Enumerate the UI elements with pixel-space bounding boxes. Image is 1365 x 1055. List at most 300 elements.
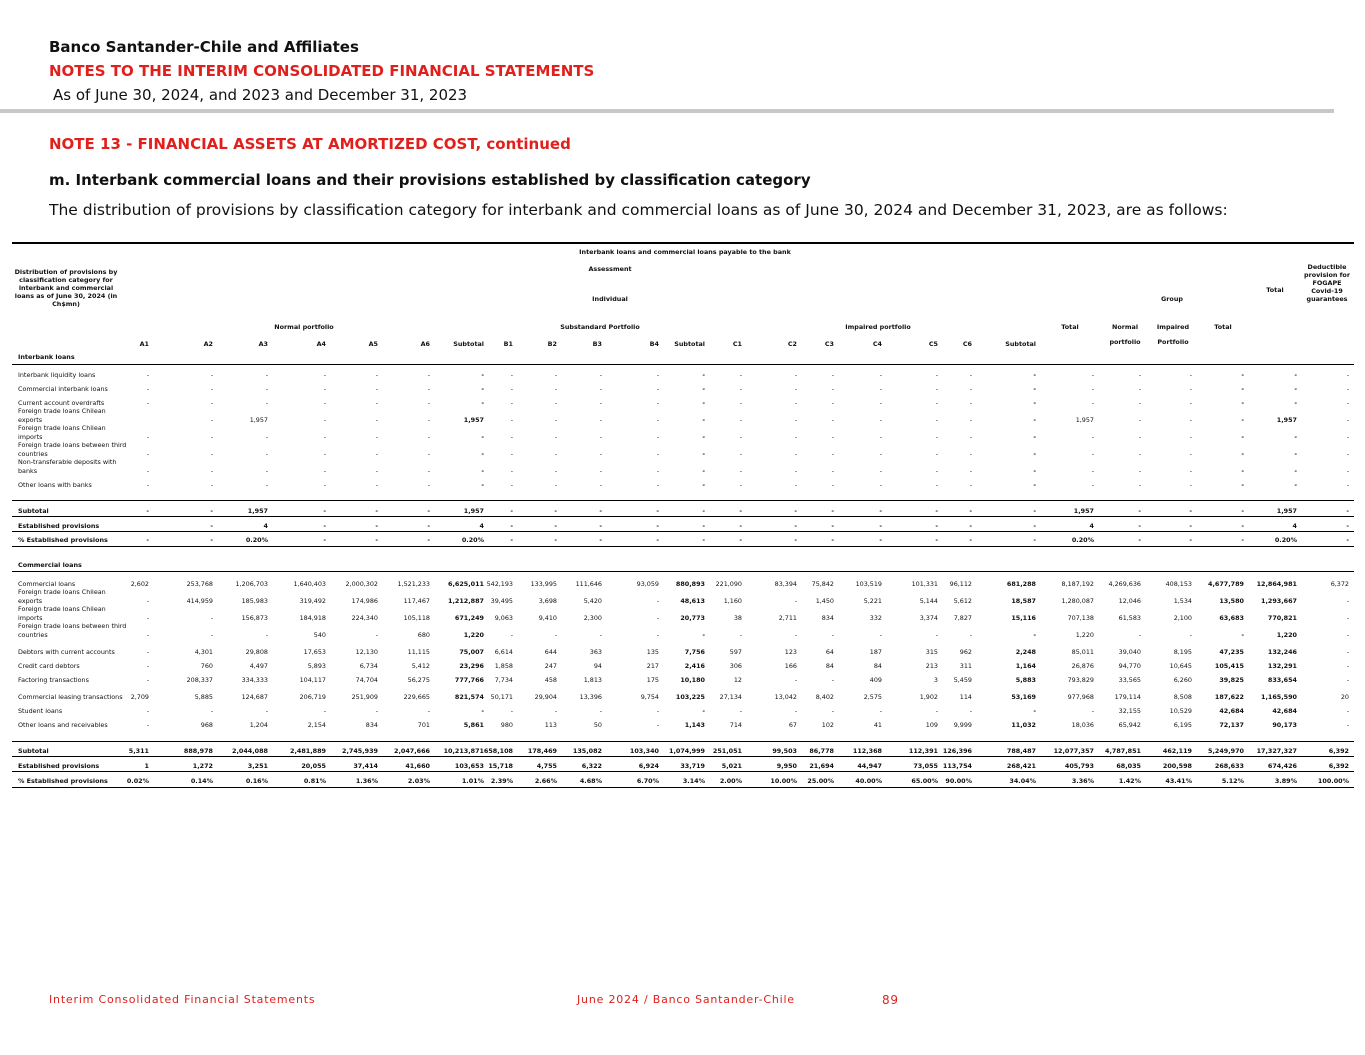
cell: 1,521,233 — [397, 580, 430, 588]
cell: - — [323, 416, 326, 424]
cell: 65,942 — [1118, 721, 1141, 729]
cell: 44,947 — [857, 762, 882, 770]
cell: 20,055 — [301, 762, 326, 770]
cell: - — [935, 507, 938, 515]
cell: 1,272 — [192, 762, 213, 770]
cell: 34.04% — [1009, 777, 1036, 785]
cell: 104,117 — [299, 676, 326, 684]
cell: - — [656, 371, 659, 379]
cell: - — [1033, 507, 1036, 515]
cell: 306 — [729, 662, 742, 670]
cell: 126,396 — [942, 747, 972, 755]
table-row — [12, 641, 1354, 658]
cell: - — [427, 433, 430, 441]
cell: 39,495 — [490, 597, 513, 605]
cell: 63,683 — [1219, 614, 1244, 622]
cell: 8,187,192 — [1061, 580, 1094, 588]
cell: - — [510, 481, 513, 489]
cell: - — [739, 433, 742, 441]
cell: - — [599, 507, 602, 515]
cell: 268,421 — [1006, 762, 1036, 770]
cell: 90.00% — [945, 777, 972, 785]
cell: - — [146, 371, 149, 379]
cell: - — [146, 385, 149, 393]
cell: 2,044,088 — [232, 747, 268, 755]
cell: - — [510, 450, 513, 458]
cell: - — [1189, 631, 1192, 639]
cell: - — [1189, 467, 1192, 475]
cell: - — [599, 371, 602, 379]
row-label: Other loans with banks — [18, 480, 92, 489]
cell: 2.39% — [490, 777, 513, 785]
cell: - — [1138, 631, 1141, 639]
cell: 962 — [959, 648, 972, 656]
cell: - — [510, 631, 513, 639]
cell: - — [1189, 450, 1192, 458]
cell: - — [1091, 467, 1094, 475]
cell: - — [831, 385, 834, 393]
cell: - — [510, 467, 513, 475]
cell: - — [1138, 416, 1141, 424]
row-label: Commercial loans — [18, 579, 76, 588]
cell: - — [323, 433, 326, 441]
cell: - — [599, 631, 602, 639]
cell: 67 — [788, 721, 797, 729]
cell: - — [969, 707, 972, 715]
cell: 1,143 — [684, 721, 705, 729]
cell: - — [481, 467, 484, 475]
provisions-row — [12, 756, 1354, 772]
cell: 224,340 — [351, 614, 378, 622]
cell: - — [210, 385, 213, 393]
column-header: Subtotal — [1005, 340, 1036, 348]
cell: 458 — [544, 676, 557, 684]
cell: 334,333 — [241, 676, 268, 684]
cell: - — [1346, 522, 1349, 530]
cell: 135,082 — [572, 747, 602, 755]
cell: - — [879, 631, 882, 639]
cell: 39,825 — [1219, 676, 1244, 684]
cell: - — [831, 416, 834, 424]
cell: - — [146, 433, 149, 441]
cell: - — [969, 450, 972, 458]
deductible-header: Deductible provision for FOGAPE Covid-19 guarantees — [1304, 263, 1350, 303]
cell: 12,077,357 — [1053, 747, 1094, 755]
cell: - — [935, 522, 938, 530]
cell: 6,392 — [1328, 747, 1349, 755]
cell: 5,885 — [194, 693, 213, 701]
cell: 0.02% — [126, 777, 149, 785]
cell: 788,487 — [1006, 747, 1036, 755]
cell: 94,770 — [1118, 662, 1141, 670]
cell: 38 — [733, 614, 742, 622]
cell: 1,957 — [1276, 416, 1297, 424]
cell: - — [554, 371, 557, 379]
cell: 4,677,789 — [1208, 580, 1244, 588]
cell: - — [1091, 707, 1094, 715]
cell: - — [702, 371, 705, 379]
table-row — [12, 590, 1354, 607]
cell: 4.68% — [579, 777, 602, 785]
column-header: C1 — [732, 340, 742, 348]
cell: - — [1241, 536, 1244, 544]
cell: 114 — [959, 693, 972, 701]
cell: - — [1241, 416, 1244, 424]
cell: - — [879, 399, 882, 407]
cell: - — [481, 371, 484, 379]
cell: 11,032 — [1011, 721, 1036, 729]
cell: 4,301 — [194, 648, 213, 656]
cell: - — [702, 481, 705, 489]
cell: 4 — [263, 522, 268, 530]
cell: - — [1138, 522, 1141, 530]
cell: - — [1033, 385, 1036, 393]
row-label: Factoring transactions — [18, 675, 89, 684]
cell: - — [1346, 648, 1349, 656]
cell: - — [146, 662, 149, 670]
cell: - — [739, 522, 742, 530]
table-row — [12, 703, 1354, 717]
cell: - — [375, 631, 378, 639]
cell: - — [599, 385, 602, 393]
column-header: C3 — [824, 340, 834, 348]
cell: 5,893 — [307, 662, 326, 670]
cell: - — [1138, 399, 1141, 407]
cell: - — [375, 450, 378, 458]
cell: - — [554, 522, 557, 530]
cell: - — [1346, 614, 1349, 622]
cell: - — [599, 467, 602, 475]
cell: 7,756 — [684, 648, 705, 656]
cell: 18,587 — [1011, 597, 1036, 605]
cell: 0.16% — [245, 777, 268, 785]
cell: - — [1091, 371, 1094, 379]
cell: 1,164 — [1015, 662, 1036, 670]
cell: 880,893 — [675, 580, 705, 588]
cell: - — [1346, 371, 1349, 379]
intro-text: The distribution of provisions by classification category for interbank and commercial loans as of June 30, 2024 and December 31, 2023, are as follows: — [49, 201, 1228, 219]
cell: 2,711 — [778, 614, 797, 622]
cell: 315 — [925, 648, 938, 656]
cell: - — [265, 707, 268, 715]
cell: - — [1346, 597, 1349, 605]
cell: - — [210, 707, 213, 715]
cell: 6,392 — [1328, 762, 1349, 770]
cell: 229,665 — [403, 693, 430, 701]
cell: 253,768 — [186, 580, 213, 588]
cell: 6,734 — [359, 662, 378, 670]
cell: - — [375, 371, 378, 379]
cell: 834 — [365, 721, 378, 729]
cell: 6,260 — [1173, 676, 1192, 684]
cell: - — [1346, 676, 1349, 684]
cell: - — [375, 481, 378, 489]
row-label: Foreign trade loans Chilean exports — [18, 407, 106, 424]
cell: 33,565 — [1118, 676, 1141, 684]
subtotal-row — [12, 741, 1354, 757]
cell: - — [739, 371, 742, 379]
cell: - — [599, 536, 602, 544]
cell: 4 — [1292, 522, 1297, 530]
cell: - — [323, 385, 326, 393]
column-header: Subtotal — [453, 340, 484, 348]
cell: - — [1189, 385, 1192, 393]
cell: - — [210, 536, 213, 544]
cell: - — [1346, 662, 1349, 670]
cell: - — [935, 481, 938, 489]
cell: 1.01% — [461, 777, 484, 785]
cell: 13,580 — [1219, 597, 1244, 605]
cell: - — [1294, 399, 1297, 407]
cell: - — [210, 481, 213, 489]
cell: - — [375, 433, 378, 441]
percentage-row — [12, 531, 1354, 547]
normal-portfolio-header: Normal portfolio — [274, 323, 334, 331]
date-line: As of June 30, 2024, and 2023 and December 31, 2023 — [53, 86, 468, 104]
cell: 61,583 — [1118, 614, 1141, 622]
interbank-section-title: Interbank loans — [18, 353, 75, 361]
cell: 113 — [544, 721, 557, 729]
cell: 268,633 — [1214, 762, 1244, 770]
cell: - — [427, 399, 430, 407]
cell: 7,827 — [953, 614, 972, 622]
cell: 2,100 — [1173, 614, 1192, 622]
cell: - — [831, 450, 834, 458]
cell: 32,155 — [1118, 707, 1141, 715]
cell: 112,368 — [852, 747, 882, 755]
cell: - — [739, 450, 742, 458]
cell: 1,165,590 — [1261, 693, 1297, 701]
row-label: % Established provisions — [18, 535, 108, 544]
cell: 17,327,327 — [1256, 747, 1297, 755]
cell: - — [1241, 631, 1244, 639]
cell: - — [794, 507, 797, 515]
cell: - — [1241, 399, 1244, 407]
cell: 0.20% — [245, 536, 268, 544]
cell: - — [427, 416, 430, 424]
cell: - — [1346, 507, 1349, 515]
cell: - — [375, 707, 378, 715]
cell: 4,787,851 — [1105, 747, 1141, 755]
cell: - — [554, 385, 557, 393]
cell: - — [427, 707, 430, 715]
cell: - — [879, 467, 882, 475]
cell: - — [1346, 467, 1349, 475]
cell: 13,396 — [579, 693, 602, 701]
cell: 3 — [933, 676, 938, 684]
cell: - — [794, 416, 797, 424]
cell: 105,118 — [403, 614, 430, 622]
cell: - — [554, 399, 557, 407]
cell: - — [481, 399, 484, 407]
cell: - — [265, 467, 268, 475]
cell: 3.36% — [1071, 777, 1094, 785]
row-label: Foreign trade loans Chilean exports — [18, 588, 106, 605]
cell: - — [599, 522, 602, 530]
cell: 681,288 — [1006, 580, 1036, 588]
cell: 175 — [646, 676, 659, 684]
cell: - — [510, 399, 513, 407]
cell: - — [1189, 536, 1192, 544]
cell: - — [599, 707, 602, 715]
cell: 5,612 — [953, 597, 972, 605]
cell: - — [1189, 522, 1192, 530]
row-label: Debtors with current accounts — [18, 647, 115, 656]
cell: 15,116 — [1011, 614, 1036, 622]
cell: - — [831, 399, 834, 407]
cell: - — [656, 467, 659, 475]
group-impaired-header: Impaired — [1156, 323, 1190, 331]
cell: 29,904 — [534, 693, 557, 701]
cell: - — [879, 536, 882, 544]
cell: 311 — [959, 662, 972, 670]
row-label: Credit card debtors — [18, 661, 80, 670]
cell: 2,481,889 — [290, 747, 326, 755]
cell: 18,036 — [1071, 721, 1094, 729]
cell: 187,622 — [1214, 693, 1244, 701]
cell: 50,171 — [490, 693, 513, 701]
cell: 103,340 — [629, 747, 659, 755]
cell: - — [702, 399, 705, 407]
cell: 4,497 — [249, 662, 268, 670]
cell: - — [146, 631, 149, 639]
column-header: A4 — [316, 340, 326, 348]
row-label: Foreign trade loans Chilean imports — [18, 605, 106, 622]
cell: 3,698 — [538, 597, 557, 605]
table-row — [12, 672, 1354, 686]
cell: 123 — [784, 648, 797, 656]
row-label: Non-transferable deposits with banks — [18, 458, 117, 475]
row-label: Student loans — [18, 706, 63, 715]
cell: - — [1189, 399, 1192, 407]
cell: - — [656, 536, 659, 544]
cell: - — [265, 481, 268, 489]
cell: - — [1138, 536, 1141, 544]
cell: - — [427, 481, 430, 489]
cell: - — [375, 416, 378, 424]
cell: 47,235 — [1219, 648, 1244, 656]
table-row — [12, 409, 1354, 426]
cell: - — [1091, 399, 1094, 407]
cell: 100.00% — [1317, 777, 1349, 785]
cell: - — [1091, 433, 1094, 441]
cell: - — [510, 536, 513, 544]
cell: 102 — [821, 721, 834, 729]
cell: 1,280,087 — [1061, 597, 1094, 605]
cell: 1,160 — [723, 597, 742, 605]
cell: 1,813 — [583, 676, 602, 684]
cell: - — [599, 433, 602, 441]
cell: 41,660 — [405, 762, 430, 770]
cell: 166 — [784, 662, 797, 670]
column-header: C6 — [962, 340, 972, 348]
cell: 113,754 — [942, 762, 972, 770]
cell: - — [1091, 450, 1094, 458]
cell: 90,173 — [1272, 721, 1297, 729]
cell: 83,394 — [774, 580, 797, 588]
cell: 103,653 — [454, 762, 484, 770]
cell: 10,529 — [1169, 707, 1192, 715]
grand-total-header: Total — [1266, 286, 1284, 294]
cell: 86,778 — [809, 747, 834, 755]
cell: 73,055 — [913, 762, 938, 770]
cell: 6.70% — [636, 777, 659, 785]
row-label: Subtotal — [18, 746, 49, 755]
column-header: A5 — [368, 340, 378, 348]
table-row — [12, 607, 1354, 624]
row-label: Current account overdrafts — [18, 398, 105, 407]
cell: 15,718 — [488, 762, 513, 770]
cell: - — [265, 631, 268, 639]
cell: - — [794, 371, 797, 379]
cell: - — [1346, 631, 1349, 639]
cell: 2,248 — [1015, 648, 1036, 656]
cell: - — [1294, 450, 1297, 458]
cell: 770,821 — [1267, 614, 1297, 622]
cell: - — [794, 450, 797, 458]
cell: - — [794, 385, 797, 393]
cell: 4,755 — [536, 762, 557, 770]
cell: - — [935, 450, 938, 458]
cell: - — [831, 631, 834, 639]
cell: - — [969, 371, 972, 379]
cell: - — [210, 631, 213, 639]
cell: - — [323, 450, 326, 458]
cell: - — [210, 433, 213, 441]
cell: - — [935, 536, 938, 544]
cell: - — [702, 467, 705, 475]
cell: 12,130 — [355, 648, 378, 656]
cell: 221,090 — [715, 580, 742, 588]
table-row — [12, 395, 1354, 409]
cell: 85,011 — [1071, 648, 1094, 656]
cell: 834 — [821, 614, 834, 622]
cell: 2.66% — [534, 777, 557, 785]
cell: 179,114 — [1114, 693, 1141, 701]
cell: - — [1033, 631, 1036, 639]
cell: - — [554, 707, 557, 715]
row-label: Other loans and receivables — [18, 720, 108, 729]
cell: 540 — [313, 631, 326, 639]
cell: 42,684 — [1219, 707, 1244, 715]
cell: 5.12% — [1221, 777, 1244, 785]
cell: 206,719 — [299, 693, 326, 701]
cell: - — [1033, 399, 1036, 407]
cell: 1,957 — [463, 507, 484, 515]
cell: 1,902 — [919, 693, 938, 701]
cell: 200,598 — [1162, 762, 1192, 770]
cell: 542,193 — [486, 580, 513, 588]
cell: - — [969, 416, 972, 424]
cell: - — [794, 536, 797, 544]
cell: 124,687 — [241, 693, 268, 701]
cell: - — [146, 536, 149, 544]
cell: - — [794, 399, 797, 407]
cell: 132,291 — [1267, 662, 1297, 670]
cell: - — [427, 507, 430, 515]
cell: - — [481, 433, 484, 441]
cell: 833,654 — [1267, 676, 1297, 684]
footer-center: June 2024 / Banco Santander-Chile — [577, 993, 795, 1006]
cell: - — [375, 507, 378, 515]
cell: - — [1138, 371, 1141, 379]
cell: 674,426 — [1267, 762, 1297, 770]
cell: 39,040 — [1118, 648, 1141, 656]
cell: 20 — [1340, 693, 1349, 701]
cell: 99,503 — [772, 747, 797, 755]
column-header: C2 — [787, 340, 797, 348]
cell: - — [146, 450, 149, 458]
